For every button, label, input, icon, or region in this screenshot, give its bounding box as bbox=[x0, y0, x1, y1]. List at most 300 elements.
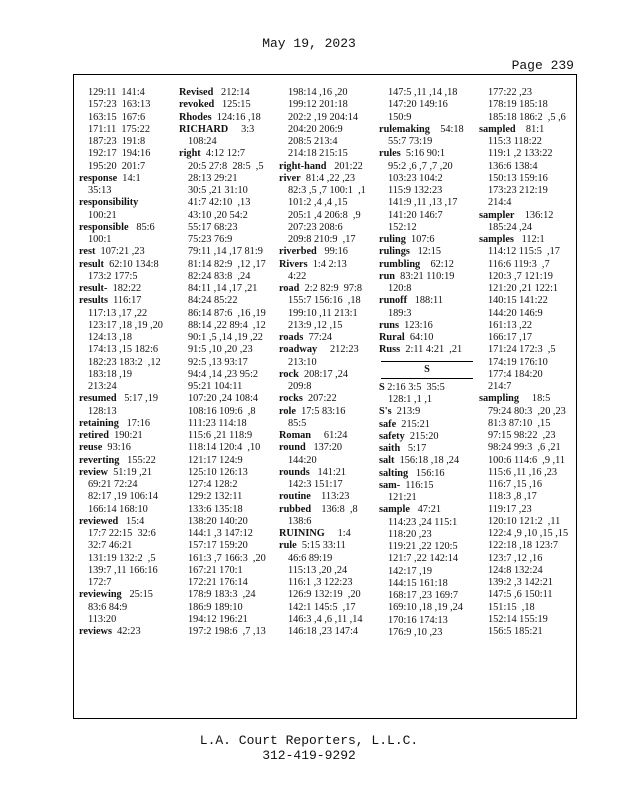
index-references: 62:10 134:8 bbox=[103, 258, 159, 270]
index-references: 116:15 bbox=[400, 479, 434, 491]
index-entry-continuation: 119:17 ,23 bbox=[488, 503, 532, 515]
index-entry-continuation: 138:6 bbox=[288, 515, 312, 527]
index-entry-continuation: 81:14 82:9 ,12 ,17 bbox=[188, 258, 266, 270]
index-entry-continuation: 163:15 167:6 bbox=[88, 111, 146, 123]
index-entry-continuation: 108:16 109:6 ,8 bbox=[188, 405, 256, 417]
index-references: 61:24 bbox=[311, 430, 348, 441]
index-entry-continuation: 32:7 46:21 bbox=[88, 540, 133, 552]
index-entry-continuation: 167:21 170:1 bbox=[188, 564, 243, 576]
index-term: retired bbox=[79, 430, 109, 441]
index-entry bbox=[379, 419, 475, 431]
index-references: 85:6 bbox=[128, 221, 155, 233]
index-references: 215:21 bbox=[396, 418, 430, 430]
index-entry bbox=[279, 173, 375, 185]
index-entry-continuation: 131:19 132:2 ,5 bbox=[88, 552, 156, 564]
index-term: RICHARD bbox=[179, 123, 229, 135]
index-term: S's bbox=[379, 406, 392, 418]
index-entry-continuation: 114:12 115:5 ,17 bbox=[488, 246, 560, 258]
index-entry-continuation: 146:3 ,4 ,6 ,11 ,14 bbox=[288, 613, 363, 625]
index-entry bbox=[279, 442, 375, 454]
index-entry bbox=[379, 344, 475, 356]
index-references: 124:16 ,18 bbox=[211, 111, 261, 123]
index-references: 47:21 bbox=[409, 504, 442, 516]
index-entry-continuation: 94:4 ,14 ,23 95:2 bbox=[188, 368, 259, 380]
index-entry bbox=[279, 467, 375, 479]
index-entry bbox=[279, 161, 375, 173]
index-term: sampled bbox=[479, 123, 516, 135]
index-entry bbox=[79, 295, 175, 307]
index-references: 1:4 bbox=[324, 528, 351, 539]
index-entry-continuation: 118:3 ,8 ,17 bbox=[488, 491, 537, 503]
index-entry-continuation: 91:5 ,10 ,20 ,23 bbox=[188, 344, 253, 356]
index-frame bbox=[73, 74, 577, 719]
index-entry bbox=[179, 99, 275, 111]
index-entry bbox=[379, 246, 475, 258]
index-entry-continuation: 116:7 ,15 ,16 bbox=[488, 479, 542, 490]
index-entry bbox=[279, 344, 375, 356]
index-entry-continuation: 128:13 bbox=[88, 405, 117, 417]
index-term: sample bbox=[379, 504, 410, 516]
index-entry-continuation: 199:10 ,11 213:1 bbox=[288, 307, 358, 319]
index-entry bbox=[379, 332, 475, 344]
index-entry-continuation: 141:9 ,11 ,13 ,17 bbox=[388, 197, 458, 209]
index-entry bbox=[479, 124, 575, 136]
index-entry-continuation: 126:9 132:19 ,20 bbox=[288, 589, 361, 601]
index-references: 155:22 bbox=[119, 454, 156, 466]
index-entry-continuation: 100:1 bbox=[88, 234, 112, 245]
index-entry-continuation: 115:13 ,20 ,24 bbox=[288, 564, 348, 576]
index-entry-continuation: 124:13 ,18 bbox=[88, 332, 133, 343]
footer-company: L.A. Court Reporters, L.L.C. bbox=[199, 733, 419, 748]
index-entry bbox=[279, 393, 375, 405]
index-entry bbox=[279, 430, 375, 442]
index-term: reviewing bbox=[79, 589, 122, 601]
index-term: rubbed bbox=[279, 503, 312, 515]
index-entry-continuation: 182:23 183:2 ,12 bbox=[88, 356, 161, 368]
index-entry bbox=[279, 259, 375, 271]
index-entry-continuation: 46:6 89:19 bbox=[288, 552, 333, 564]
index-entry-continuation: 69:21 72:24 bbox=[88, 479, 138, 490]
index-entry-continuation: 121:20 ,21 122:1 bbox=[488, 283, 559, 294]
index-entry bbox=[379, 480, 475, 492]
index-entry-continuation: 120:8 bbox=[388, 283, 412, 294]
index-entry-continuation: 55:17 68:23 bbox=[188, 221, 238, 233]
index-entry-continuation: 103:23 104:2 bbox=[388, 172, 443, 184]
index-entry-continuation: 82:17 ,19 106:14 bbox=[88, 491, 159, 503]
index-references: 62:12 bbox=[420, 258, 454, 270]
index-entry bbox=[179, 148, 275, 160]
index-entry-continuation: 214:4 bbox=[488, 197, 512, 209]
index-term: samples bbox=[479, 234, 514, 245]
index-entry-continuation: 108:24 bbox=[188, 136, 217, 147]
index-term: rest bbox=[79, 246, 96, 258]
index-entry-continuation: 118:14 120:4 ,10 bbox=[188, 442, 261, 454]
index-references: 107:21 ,23 bbox=[95, 246, 145, 258]
index-entry-continuation: 79:11 ,14 ,17 81:9 bbox=[188, 246, 263, 258]
index-term: Rhodes bbox=[179, 111, 212, 123]
index-term: run bbox=[379, 270, 396, 282]
footer-phone: 312-419-9292 bbox=[262, 748, 356, 763]
index-term: rock bbox=[279, 368, 299, 380]
index-entry bbox=[79, 455, 175, 467]
index-entry-continuation: 161:13 ,22 bbox=[488, 319, 533, 331]
index-entry bbox=[179, 112, 275, 124]
index-entry-continuation: 55:7 73:19 bbox=[388, 136, 433, 147]
index-references: 136:12 bbox=[514, 209, 554, 221]
index-entry-continuation: 176:9 ,10 ,23 bbox=[388, 626, 443, 638]
index-entry-continuation: 28:13 29:21 bbox=[188, 172, 238, 184]
index-references: 212:23 bbox=[317, 344, 359, 356]
index-entry-continuation: 168:17 ,23 169:7 bbox=[388, 590, 459, 601]
index-entry-continuation: 123:7 ,12 ,16 bbox=[488, 552, 543, 564]
index-term: retaining bbox=[79, 417, 119, 429]
index-entry-continuation: 115:3 118:22 bbox=[488, 136, 542, 147]
index-entry-continuation: 118:20 ,23 bbox=[388, 528, 432, 540]
index-references: 64:10 bbox=[404, 332, 434, 343]
index-column-5 bbox=[479, 87, 575, 638]
section-letter-heading: S bbox=[381, 361, 473, 379]
index-entry-continuation: 121:7 ,22 142:14 bbox=[388, 553, 459, 565]
index-entry-continuation: 129:2 132:11 bbox=[188, 491, 243, 503]
index-column-4 bbox=[379, 87, 475, 639]
index-term: review bbox=[79, 466, 108, 478]
index-references: 208:17 ,24 bbox=[298, 368, 349, 380]
index-references: 156:16 bbox=[408, 467, 445, 479]
index-references: 107:6 bbox=[405, 234, 435, 245]
index-entry-continuation: 35:13 bbox=[88, 185, 112, 196]
index-entry-continuation: 177:22 ,23 bbox=[488, 87, 533, 98]
index-references: 215:20 bbox=[404, 430, 439, 442]
index-term: round bbox=[279, 442, 306, 454]
index-term: sampling bbox=[479, 393, 520, 405]
index-entry-continuation: 144:20 146:9 bbox=[488, 307, 543, 319]
index-term: responsibility bbox=[79, 197, 139, 209]
index-references: 77:24 bbox=[303, 332, 333, 343]
index-entry-continuation: 171:11 175:22 bbox=[88, 123, 150, 135]
index-entry-continuation: 85:5 bbox=[288, 417, 307, 429]
index-entry-continuation: 213:10 bbox=[288, 356, 317, 368]
index-term: right-hand bbox=[279, 160, 327, 172]
index-entry-continuation: 166:17 ,17 bbox=[488, 332, 533, 343]
index-term: results bbox=[79, 295, 108, 307]
index-entry-continuation: 129:11 141:4 bbox=[88, 87, 145, 98]
index-entry-continuation: 152:12 bbox=[388, 221, 417, 233]
index-entry bbox=[279, 406, 375, 418]
index-entry-continuation: 119:1 ,2 133:22 bbox=[488, 148, 553, 160]
index-references: 3:3 bbox=[228, 123, 255, 135]
index-references: 125:15 bbox=[214, 99, 251, 111]
index-entry-continuation: 172:21 176:14 bbox=[188, 577, 248, 588]
index-entry bbox=[179, 87, 275, 99]
index-entry-continuation: 146:18 ,23 147:4 bbox=[288, 626, 359, 637]
index-entry-continuation: 173:23 212:19 bbox=[488, 185, 548, 196]
index-entry-continuation: 174:19 176:10 bbox=[488, 356, 548, 368]
index-term: S bbox=[379, 381, 385, 393]
index-term: safe bbox=[379, 418, 397, 430]
index-references: 83:21 110:19 bbox=[395, 270, 455, 282]
index-term: result- bbox=[79, 283, 108, 294]
index-entry bbox=[79, 626, 175, 638]
index-entry-continuation: 141:20 146:7 bbox=[388, 209, 443, 221]
index-term: response bbox=[79, 172, 118, 184]
index-entry-continuation: 139:2 ,3 142:21 bbox=[488, 577, 553, 588]
index-term: roads bbox=[279, 332, 304, 343]
index-term: rule bbox=[279, 540, 297, 552]
index-column-1 bbox=[79, 87, 175, 638]
index-entry-continuation: 121:17 124:9 bbox=[188, 454, 243, 466]
index-entry bbox=[379, 431, 475, 443]
index-entry-continuation: 170:16 174:13 bbox=[388, 614, 448, 626]
index-entry-continuation: 161:3 ,7 166:3 ,20 bbox=[188, 552, 266, 564]
index-entry-continuation: 115:6 ,21 118:9 bbox=[188, 430, 253, 441]
index-term: Roman bbox=[279, 430, 312, 441]
index-entry-continuation: 150:13 159:16 bbox=[488, 172, 548, 184]
index-entry-continuation: 144:15 161:18 bbox=[388, 577, 448, 589]
index-entry bbox=[79, 418, 175, 430]
index-term: sam- bbox=[379, 479, 401, 491]
index-entry bbox=[279, 283, 375, 295]
index-entry-continuation: 83:6 84:9 bbox=[88, 601, 128, 613]
index-entry-continuation: 41:7 42:10 ,13 bbox=[188, 197, 251, 209]
index-entry bbox=[79, 283, 175, 295]
index-entry-continuation: 172:7 bbox=[88, 577, 112, 588]
index-entry-continuation: 116:6 119:3 ,7 bbox=[488, 258, 550, 270]
index-references: 99:16 bbox=[316, 246, 348, 258]
index-entry-continuation: 209:8 bbox=[288, 381, 312, 392]
index-entry-continuation: 124:8 132:24 bbox=[488, 564, 543, 576]
index-references: 17:16 bbox=[118, 417, 151, 429]
index-entry bbox=[279, 369, 375, 381]
index-entry-continuation: 95:2 ,6 ,7 ,7 ,20 bbox=[388, 160, 453, 172]
index-entry-continuation: 98:24 99:3 ,6 ,21 bbox=[488, 442, 561, 454]
index-term: RUINING bbox=[279, 528, 325, 539]
index-entry bbox=[479, 210, 575, 222]
index-references: 1:4 2:13 bbox=[307, 258, 347, 270]
index-entry bbox=[379, 455, 475, 467]
index-entry-continuation: 127:4 128:2 bbox=[188, 479, 238, 490]
index-entry-continuation: 183:18 ,19 bbox=[88, 368, 133, 380]
index-entry bbox=[79, 430, 175, 442]
index-entry-continuation: 115:9 132:23 bbox=[388, 185, 443, 196]
index-entry-continuation: 84:11 ,14 ,17 ,21 bbox=[188, 283, 258, 294]
index-entry-continuation: 202:2 ,19 204:14 bbox=[288, 111, 359, 123]
index-entry-continuation: 122:18 ,18 123:7 bbox=[488, 540, 559, 552]
index-entry-continuation: 128:1 ,1 ,1 bbox=[388, 394, 433, 405]
index-references: 12:15 bbox=[409, 246, 442, 258]
index-entry bbox=[79, 197, 175, 209]
index-entry-continuation: 101:2 ,4 ,4 ,15 bbox=[288, 197, 348, 209]
index-entry bbox=[279, 504, 375, 516]
index-entry-continuation: 214:7 bbox=[488, 381, 512, 392]
index-entry-continuation: 194:12 196:21 bbox=[188, 613, 248, 625]
index-entry bbox=[279, 528, 375, 540]
index-references: 212:14 bbox=[213, 87, 250, 98]
index-references: 93:16 bbox=[102, 442, 131, 454]
index-term: Rural bbox=[379, 332, 405, 343]
index-term: right bbox=[179, 148, 201, 160]
index-references: 25:15 bbox=[121, 589, 153, 601]
index-entry-continuation: 185:24 ,24 bbox=[488, 221, 533, 233]
index-entry-continuation: 82:3 ,5 ,7 100:1 ,1 bbox=[288, 185, 366, 196]
index-entry-continuation: 208:5 213:4 bbox=[288, 136, 338, 147]
index-entry bbox=[79, 516, 175, 528]
index-entry-continuation: 147:5 ,6 150:11 bbox=[488, 589, 553, 601]
index-term: saith bbox=[379, 443, 401, 454]
index-references: 136:8 ,8 bbox=[311, 503, 358, 515]
index-entry-continuation: 115:6 ,11 ,16 ,23 bbox=[488, 466, 558, 478]
index-entry bbox=[379, 295, 475, 307]
index-term: reuse bbox=[79, 442, 103, 454]
index-entry-continuation: 144:20 bbox=[288, 454, 317, 466]
index-column-2 bbox=[179, 87, 275, 638]
index-entry bbox=[79, 467, 175, 479]
index-entry bbox=[79, 393, 175, 405]
index-term: reverting bbox=[79, 454, 120, 466]
index-references: 51:19 ,21 bbox=[107, 466, 153, 478]
index-entry-continuation: 177:4 184:20 bbox=[488, 368, 543, 380]
index-references: 5:15 33:11 bbox=[296, 540, 346, 552]
index-entry-continuation: 88:14 ,22 89:4 ,12 bbox=[188, 319, 266, 331]
index-term: resumed bbox=[79, 393, 117, 405]
index-entry-continuation: 75:23 76:9 bbox=[188, 234, 233, 245]
index-entry bbox=[379, 443, 475, 455]
index-entry-continuation: 187:23 191:8 bbox=[88, 136, 146, 147]
index-entry-continuation: 199:12 201:18 bbox=[288, 99, 348, 111]
index-entry-continuation: 151:15 ,18 bbox=[488, 601, 535, 613]
index-entry-continuation: 169:10 ,18 ,19 ,24 bbox=[388, 602, 463, 614]
index-entry-continuation: 113:20 bbox=[88, 613, 117, 625]
index-entry bbox=[379, 382, 475, 394]
index-references: 18:5 bbox=[519, 393, 551, 405]
index-entry bbox=[79, 222, 175, 234]
index-entry-continuation: 121:21 bbox=[388, 492, 417, 503]
index-entry-continuation: 133:6 135:18 bbox=[188, 503, 243, 515]
index-references: 2:11 4:21 ,21 bbox=[400, 344, 463, 356]
index-entry-continuation: 117:13 ,17 ,22 bbox=[88, 307, 148, 319]
index-references: 188:11 bbox=[407, 295, 443, 307]
index-term: rounds bbox=[279, 466, 310, 478]
index-term: routine bbox=[279, 491, 311, 503]
index-entry bbox=[279, 246, 375, 258]
index-references: 5:16 90:1 bbox=[400, 148, 446, 160]
index-entry-continuation: 107:20 ,24 108:4 bbox=[188, 393, 259, 405]
index-entry-continuation: 185:18 186:2 ,5 ,6 bbox=[488, 111, 566, 123]
index-entry-continuation: 119:21 ,22 120:5 bbox=[388, 541, 458, 552]
index-term: riverbed bbox=[279, 246, 317, 258]
index-entry-continuation: 213:9 ,12 ,15 bbox=[288, 319, 343, 331]
index-references: 15:4 bbox=[118, 515, 145, 527]
index-entry-continuation: 97:15 98:22 ,23 bbox=[488, 430, 556, 441]
index-entry-continuation: 214:18 215:15 bbox=[288, 148, 348, 160]
index-entry-continuation: 171:24 172:3 ,5 bbox=[488, 344, 556, 356]
index-entry-continuation: 122:4 ,9 ,10 ,15 ,15 bbox=[488, 528, 569, 539]
index-entry-continuation: 84:24 85:22 bbox=[188, 295, 238, 307]
index-references: 54:18 bbox=[429, 123, 464, 135]
index-entry-continuation: 125:10 126:13 bbox=[188, 466, 248, 478]
index-references: 113:23 bbox=[310, 491, 350, 503]
index-column-3 bbox=[279, 87, 375, 638]
index-entry-continuation: 17:7 22:15 32:6 bbox=[88, 528, 156, 539]
index-term: runs bbox=[379, 319, 400, 331]
index-entry-continuation: 136:6 138:4 bbox=[488, 160, 538, 172]
index-entry-continuation: 156:5 185:21 bbox=[488, 626, 543, 637]
index-entry bbox=[79, 246, 175, 258]
index-entry-continuation: 4:22 bbox=[288, 270, 307, 282]
index-term: ruling bbox=[379, 234, 406, 245]
index-entry bbox=[179, 124, 275, 136]
index-entry bbox=[79, 589, 175, 601]
index-term: rocks bbox=[279, 393, 303, 405]
index-term: Revised bbox=[179, 87, 214, 98]
index-entry-continuation: 138:20 140:20 bbox=[188, 515, 248, 527]
index-references: 123:16 bbox=[399, 319, 433, 331]
index-entry-continuation: 147:20 149:16 bbox=[388, 99, 448, 111]
index-references: 17:5 83:16 bbox=[295, 405, 346, 417]
index-term: revoked bbox=[179, 99, 215, 111]
index-entry bbox=[379, 271, 475, 283]
index-entry bbox=[79, 259, 175, 271]
index-entry-continuation: 157:17 159:20 bbox=[188, 540, 248, 552]
index-term: river bbox=[279, 172, 301, 184]
index-term: reviewed bbox=[79, 515, 119, 527]
index-entry-continuation: 192:17 194:16 bbox=[88, 148, 151, 160]
index-references: 137:20 bbox=[305, 442, 343, 454]
index-entry-continuation: 92:5 ,13 93:17 bbox=[188, 356, 248, 368]
index-entry-continuation: 144:1 ,3 147:12 bbox=[188, 528, 253, 539]
index-entry bbox=[279, 332, 375, 344]
index-references: 207:22 bbox=[302, 393, 337, 405]
index-entry-continuation: 100:6 114:6 ,9 ,11 bbox=[488, 454, 566, 466]
index-entry-continuation: 120:3 ,7 121:19 bbox=[488, 270, 553, 282]
index-entry-continuation: 123:17 ,18 ,19 ,20 bbox=[88, 319, 163, 331]
index-entry bbox=[379, 320, 475, 332]
index-entry-continuation: 142:17 ,19 bbox=[388, 565, 433, 577]
index-entry-continuation: 100:21 bbox=[88, 209, 117, 221]
index-entry bbox=[379, 504, 475, 516]
index-entry-continuation: 186:9 189:10 bbox=[188, 601, 243, 613]
index-entry-continuation: 204:20 206:9 bbox=[288, 123, 343, 135]
index-entry-continuation: 90:1 ,5 ,14 ,19 ,22 bbox=[188, 332, 263, 343]
index-term: rules bbox=[379, 148, 401, 160]
index-entry-continuation: 82:24 83:8 ,24 bbox=[188, 270, 251, 282]
index-entry-continuation: 116:1 ,3 122:23 bbox=[288, 577, 353, 588]
index-references: 81:1 bbox=[515, 123, 545, 135]
index-term: rulemaking bbox=[379, 123, 430, 135]
index-entry-continuation: 95:21 104:11 bbox=[188, 381, 243, 392]
index-entry-continuation: 147:5 ,11 ,14 ,18 bbox=[388, 87, 458, 98]
index-entry-continuation: 174:13 ,15 182:6 bbox=[88, 344, 159, 356]
index-entry-continuation: 139:7 ,11 166:16 bbox=[88, 564, 158, 576]
index-references: 182:22 bbox=[107, 283, 142, 294]
index-entry bbox=[379, 234, 475, 246]
index-entry-continuation: 157:23 163:13 bbox=[88, 99, 151, 111]
index-entry-continuation: 173:2 177:5 bbox=[88, 270, 138, 282]
index-references: 112:1 bbox=[513, 234, 545, 245]
index-references: 14:1 bbox=[117, 172, 141, 184]
index-entry-continuation: 79:24 80:3 ,20 ,23 bbox=[488, 405, 566, 417]
transcript-date: May 19, 2023 bbox=[262, 36, 356, 51]
index-entry bbox=[379, 406, 475, 418]
index-entry-continuation: 198:14 ,16 ,20 bbox=[288, 87, 348, 98]
index-term: rulings bbox=[379, 246, 410, 258]
index-references: 2:2 82:9 97:8 bbox=[299, 283, 363, 294]
index-term: result bbox=[79, 258, 104, 270]
index-entry-continuation: 209:8 210:9 ,17 bbox=[288, 234, 356, 245]
index-entry bbox=[379, 468, 475, 480]
index-references: 190:21 bbox=[108, 430, 143, 441]
index-entry-continuation: 142:1 145:5 ,17 bbox=[288, 601, 356, 613]
index-term: rumbling bbox=[379, 258, 421, 270]
